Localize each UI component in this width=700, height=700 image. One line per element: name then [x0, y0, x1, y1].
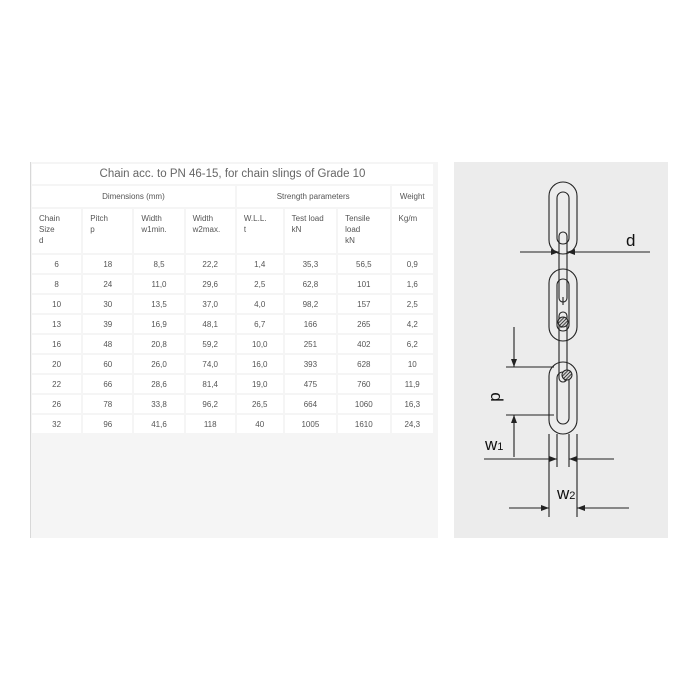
table-cell: 62,8 [285, 275, 336, 293]
table-cell: 118 [186, 415, 235, 433]
table-cell: 98,2 [285, 295, 336, 313]
table-cell: 37,0 [186, 295, 235, 313]
column-header-line: Size [39, 225, 55, 234]
table-cell: 16,9 [134, 315, 183, 333]
w2-arrow-left [541, 505, 549, 511]
label-p: p [485, 392, 504, 402]
table-cell: 760 [338, 375, 389, 393]
table-cell: 19,0 [237, 375, 283, 393]
table-row [32, 335, 433, 353]
table-cell: 166 [285, 315, 336, 333]
table-cell: 40 [237, 415, 283, 433]
table-cell: 24 [83, 275, 132, 293]
table-cell: 16,0 [237, 355, 283, 373]
column-header-line: Test load [291, 214, 324, 223]
w1-arrow-right [569, 456, 577, 462]
table-cell: 20 [32, 355, 81, 373]
table-cell: 48 [83, 335, 132, 353]
column-header-line: Width [141, 214, 162, 223]
column-header-line: Tensile [345, 214, 370, 223]
d-arrow-right [567, 249, 575, 255]
chain-specification-table [30, 162, 435, 435]
table-row [32, 255, 433, 273]
table-cell: 1005 [285, 415, 336, 433]
table-cell: 8 [32, 275, 81, 293]
column-header-row [32, 209, 433, 253]
table-cell: 628 [338, 355, 389, 373]
label-w1-sub: 1 [497, 441, 504, 453]
table-cell: 18 [83, 255, 132, 273]
table-cell: 60 [83, 355, 132, 373]
table-cell: 265 [338, 315, 389, 333]
group-header-dimensions: Dimensions (mm) [32, 186, 235, 207]
table-title: Chain acc. to PN 46-15, for chain slings of Grade 10 [32, 164, 433, 184]
table-cell: 13,5 [134, 295, 183, 313]
table-cell: 74,0 [186, 355, 235, 373]
table-cell: 4,0 [237, 295, 283, 313]
table-cell: 6,7 [237, 315, 283, 333]
label-w2 [556, 484, 575, 503]
label-w1-main: w [485, 435, 498, 454]
table-cell: 30 [83, 295, 132, 313]
table-row [32, 355, 433, 373]
table-cell: 251 [285, 335, 336, 353]
label-w2-main: w [557, 484, 570, 503]
table-cell: 4,2 [392, 315, 433, 333]
table-cell: 32 [32, 415, 81, 433]
column-header [32, 209, 81, 253]
table-row [32, 295, 433, 313]
table-cell: 475 [285, 375, 336, 393]
column-header-line: w1min. [141, 225, 167, 234]
table-cell: 96 [83, 415, 132, 433]
table-cell: 29,6 [186, 275, 235, 293]
table-cell: 26,0 [134, 355, 183, 373]
column-header [285, 209, 336, 253]
table-cell: 16 [32, 335, 81, 353]
table-cell: 35,3 [285, 255, 336, 273]
column-header-line: p [90, 225, 95, 234]
label-d: d [626, 231, 636, 250]
label-w2-sub: 2 [569, 490, 576, 502]
p-arrow-bottom [511, 415, 517, 423]
wire-cross-sections [558, 317, 572, 381]
table-cell: 2,5 [392, 295, 433, 313]
table-cell: 26,5 [237, 395, 283, 413]
column-header [392, 209, 433, 253]
column-header [83, 209, 132, 253]
chain-link-side-upper [559, 232, 567, 302]
column-header-line: d [39, 236, 44, 245]
table-cell: 59,2 [186, 335, 235, 353]
table-cell: 2,5 [237, 275, 283, 293]
table-cell: 10 [392, 355, 433, 373]
label-w1 [484, 435, 503, 454]
table-cell: 101 [338, 275, 389, 293]
table-cell: 6,2 [392, 335, 433, 353]
table-cell: 1,6 [392, 275, 433, 293]
column-header [237, 209, 283, 253]
table-cell: 39 [83, 315, 132, 333]
table-cell: 33,8 [134, 395, 183, 413]
table-cell: 41,6 [134, 415, 183, 433]
table-cell: 81,4 [186, 375, 235, 393]
table-cell: 56,5 [338, 255, 389, 273]
group-header-strength: Strength parameters [237, 186, 390, 207]
w1-arrow-left [549, 456, 557, 462]
column-header-line: load [345, 225, 361, 234]
table-row [32, 275, 433, 293]
table-row [32, 375, 433, 393]
table-cell: 48,1 [186, 315, 235, 333]
column-header-line: t [243, 225, 247, 234]
column-header-line: Kg/m [398, 214, 418, 223]
group-header-weight: Weight [392, 186, 433, 207]
w2-arrow-right [577, 505, 585, 511]
chain-link-top-outer [549, 182, 577, 254]
table-cell: 1,4 [237, 255, 283, 273]
column-header-line: Width [192, 214, 214, 223]
table-cell: 11,0 [134, 275, 183, 293]
table-cell: 6 [32, 255, 81, 273]
table-cell: 157 [338, 295, 389, 313]
table-row [32, 315, 433, 333]
table-cell: 22,2 [186, 255, 235, 273]
table-cell: 11,9 [392, 375, 433, 393]
table-cell: 402 [338, 335, 389, 353]
table-cell: 24,3 [392, 415, 433, 433]
table-cell: 393 [285, 355, 336, 373]
table-cell: 66 [83, 375, 132, 393]
column-header [186, 209, 235, 253]
table-cell: 26 [32, 395, 81, 413]
column-header [338, 209, 389, 253]
column-header-line: Chain [39, 214, 60, 223]
table-row [32, 395, 433, 413]
p-arrow-top [511, 359, 517, 367]
column-header [134, 209, 183, 253]
table-cell: 28,6 [134, 375, 183, 393]
table-cell: 664 [285, 395, 336, 413]
column-header-line: kN [291, 225, 302, 234]
chain-link-drawing-panel [454, 162, 668, 538]
table-cell: 1610 [338, 415, 389, 433]
table-cell: 10,0 [237, 335, 283, 353]
column-header-line: kN [345, 236, 355, 245]
d-arrow-left [551, 249, 559, 255]
table-cell: 96,2 [186, 395, 235, 413]
table-cell: 78 [83, 395, 132, 413]
table-cell: 1060 [338, 395, 389, 413]
column-header-line: W.L.L. [243, 214, 267, 223]
table-cell: 13 [32, 315, 81, 333]
column-header-line: w2max. [192, 225, 221, 234]
table-row [32, 415, 433, 433]
dimension-arrowheads [511, 249, 585, 511]
table-cell: 22 [32, 375, 81, 393]
table-cell: 0,9 [392, 255, 433, 273]
table-cell: 20,8 [134, 335, 183, 353]
column-header-line: Pitch [90, 214, 108, 223]
chain-specification-table-wrapper [31, 162, 438, 435]
table-cell: 10 [32, 295, 81, 313]
table-cell: 8,5 [134, 255, 183, 273]
table-cell: 16,3 [392, 395, 433, 413]
chain-link-diagram [454, 162, 668, 538]
